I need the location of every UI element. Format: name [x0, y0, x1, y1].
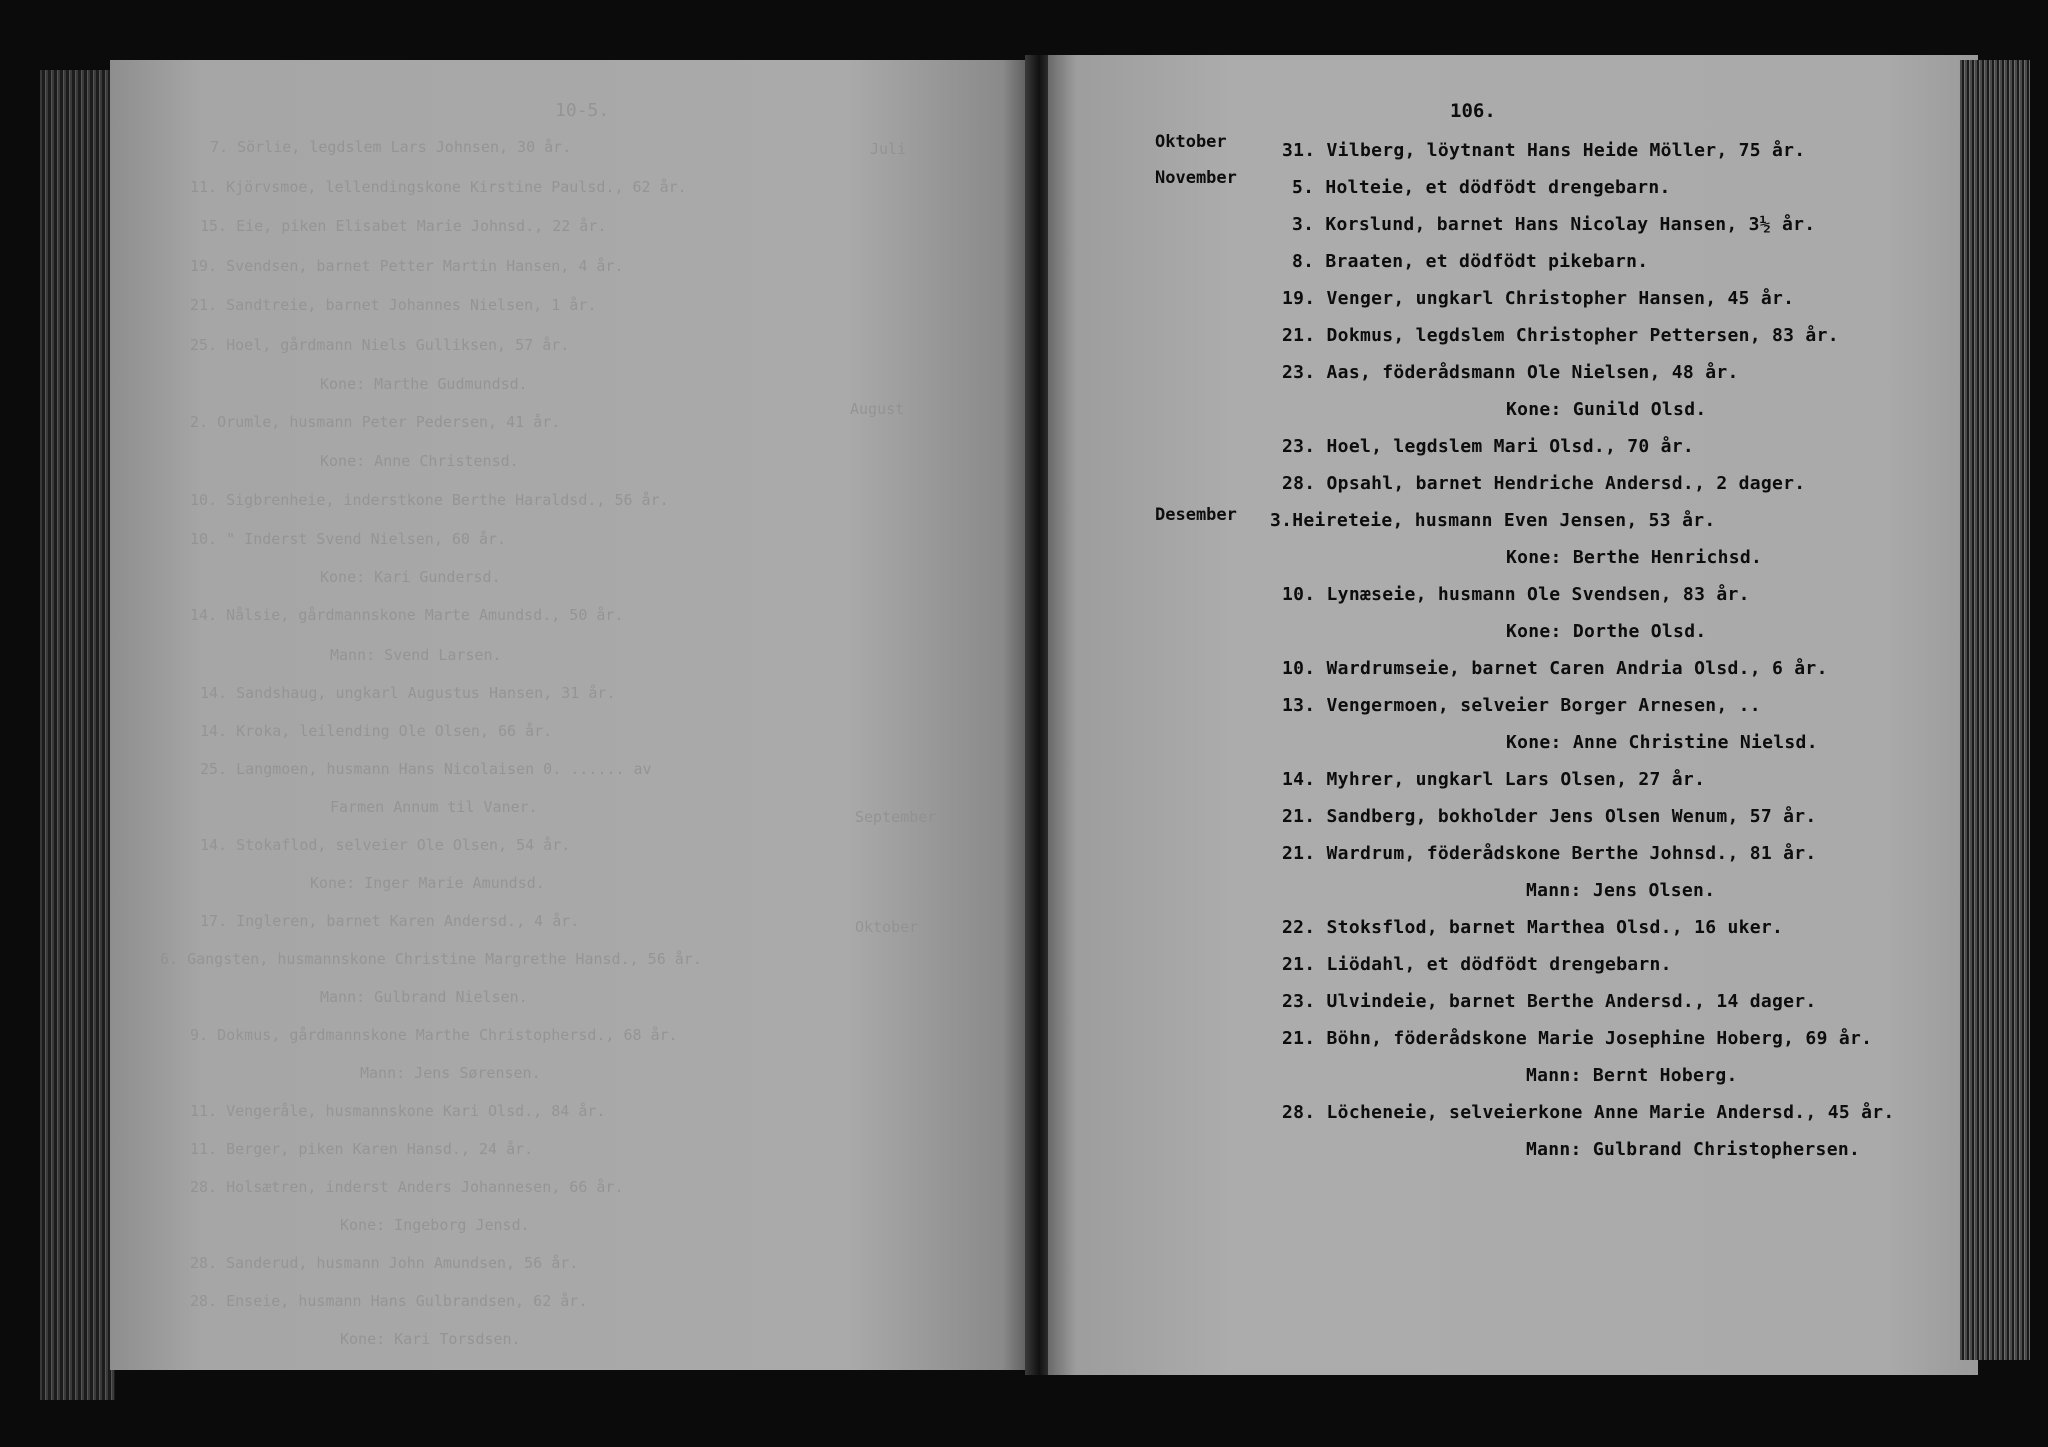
left-line: Kone: Inger Marie Amundsd.	[310, 874, 545, 892]
left-line: 7. Sörlie, legdslem Lars Johnsen, 30 år.	[210, 138, 572, 156]
register-entry: 14. Myhrer, ungkarl Lars Olsen, 27 år.	[1282, 769, 1706, 790]
register-entry: 21. Dokmus, legdslem Christopher Pettersen, 83 år.	[1282, 325, 1839, 346]
right-page-edges	[1960, 60, 2030, 1360]
left-line: 10. Sigbrenheie, inderstkone Berthe Haraldsd., 56 år.	[190, 491, 669, 509]
register-entry: 23. Ulvindeie, barnet Berthe Andersd., 14 dager.	[1282, 991, 1817, 1012]
left-line: Mann: Svend Larsen.	[330, 646, 502, 664]
left-line: 25. Langmoen, husmann Hans Nicolaisen 0. ...... av	[200, 760, 652, 778]
register-entry: 19. Venger, ungkarl Christopher Hansen, 45 år.	[1282, 288, 1795, 309]
register-entry-spouse: Mann: Bernt Hoberg.	[1526, 1065, 1738, 1086]
left-line: 10. " Inderst Svend Nielsen, 60 år.	[190, 530, 507, 548]
left-line: Kone: Marthe Gudmundsd.	[320, 375, 528, 393]
left-line: 11. Kjörvsmoe, lellendingskone Kirstine Paulsd., 62 år.	[190, 178, 687, 196]
register-entry: 5. Holteie, et dödfödt drengebarn.	[1292, 177, 1671, 198]
left-month-august: August	[850, 400, 905, 418]
register-entry: 13. Vengermoen, selveier Borger Arnesen, ..	[1282, 695, 1761, 716]
right-page-number: 106.	[1450, 100, 1496, 122]
left-line: 17. Ingleren, barnet Karen Andersd., 4 år.	[200, 912, 580, 930]
register-entry: 22. Stoksflod, barnet Marthea Olsd., 16 uker.	[1282, 917, 1784, 938]
left-line: Mann: Gulbrand Nielsen.	[320, 988, 528, 1006]
left-page-number: 10-5.	[555, 100, 610, 121]
left-month-oktober: Oktober	[855, 918, 919, 936]
left-line: 21. Sandtreie, barnet Johannes Nielsen, 1 år.	[190, 296, 597, 314]
month-desember: Desember	[1155, 505, 1237, 525]
register-entry: 8. Braaten, et dödfödt pikebarn.	[1292, 251, 1649, 272]
left-line: 14. Nålsie, gårdmannskone Marte Amundsd., 50 år.	[190, 606, 624, 624]
month-november: November	[1155, 168, 1237, 188]
register-entry-spouse: Mann: Jens Olsen.	[1526, 880, 1716, 901]
month-oktober: Oktober	[1155, 132, 1227, 152]
left-line: 14. Sandshaug, ungkarl Augustus Hansen, 31 år.	[200, 684, 616, 702]
register-entry: 3.Heireteie, husmann Even Jensen, 53 år.	[1270, 510, 1716, 531]
left-line: Kone: Anne Christensd.	[320, 452, 519, 470]
register-entry-spouse: Mann: Gulbrand Christophersen.	[1526, 1139, 1861, 1160]
register-entry: 21. Wardrum, föderådskone Berthe Johnsd., 81 år.	[1282, 843, 1817, 864]
left-line: 6. Gangsten, husmannskone Christine Margrethe Hansd., 56 år.	[160, 950, 702, 968]
left-line: 19. Svendsen, barnet Petter Martin Hansen, 4 år.	[190, 257, 624, 275]
left-line: 15. Eie, piken Elisabet Marie Johnsd., 22 år.	[200, 217, 607, 235]
left-line: 28. Enseie, husmann Hans Gulbrandsen, 62 år.	[190, 1292, 588, 1310]
left-line: Kone: Ingeborg Jensd.	[340, 1216, 530, 1234]
register-entry: 23. Aas, föderådsmann Ole Nielsen, 48 år.	[1282, 362, 1739, 383]
left-line: 14. Stokaflod, selveier Ole Olsen, 54 år.	[200, 836, 571, 854]
left-month-september: September	[855, 808, 937, 826]
left-line: 2. Orumle, husmann Peter Pedersen, 41 år.	[190, 413, 561, 431]
register-entry: 21. Sandberg, bokholder Jens Olsen Wenum, 57 år.	[1282, 806, 1817, 827]
register-entry: 10. Lynæseie, husmann Ole Svendsen, 83 år.	[1282, 584, 1750, 605]
register-entry-spouse: Kone: Gunild Olsd.	[1506, 399, 1707, 420]
register-entry-spouse: Kone: Anne Christine Nielsd.	[1506, 732, 1818, 753]
register-entry-spouse: Kone: Berthe Henrichsd.	[1506, 547, 1763, 568]
left-line: Kone: Kari Gundersd.	[320, 568, 501, 586]
register-entry: 10. Wardrumseie, barnet Caren Andria Olsd., 6 år.	[1282, 658, 1828, 679]
left-line: 9. Dokmus, gårdmannskone Marthe Christophersd., 68 år.	[190, 1026, 678, 1044]
left-line: 25. Hoel, gårdmann Niels Gulliksen, 57 år.	[190, 336, 570, 354]
left-line: Mann: Jens Sørensen.	[360, 1064, 541, 1082]
left-month-juli: Juli	[870, 140, 907, 158]
left-page-edges	[40, 70, 115, 1400]
register-entry: 23. Hoel, legdslem Mari Olsd., 70 år.	[1282, 436, 1695, 457]
register-entry: 28. Opsahl, barnet Hendriche Andersd., 2 dager.	[1282, 473, 1806, 494]
left-line: Farmen Annum til Vaner.	[330, 798, 538, 816]
register-entry-spouse: Kone: Dorthe Olsd.	[1506, 621, 1707, 642]
left-line: 28. Holsætren, inderst Anders Johannesen, 66 år.	[190, 1178, 624, 1196]
register-entry: 3. Korslund, barnet Hans Nicolay Hansen, 3½ år.	[1292, 214, 1816, 235]
left-line: Kone: Kari Torsdsen.	[340, 1330, 521, 1348]
left-line: 14. Kroka, leilending Ole Olsen, 66 år.	[200, 722, 553, 740]
left-line: 11. Vengeråle, husmannskone Kari Olsd., 84 år.	[190, 1102, 606, 1120]
register-entry: 28. Löcheneie, selveierkone Anne Marie Andersd., 45 år.	[1282, 1102, 1895, 1123]
left-line: 28. Sanderud, husmann John Amundsen, 56 år.	[190, 1254, 579, 1272]
register-entry: 21. Liödahl, et dödfödt drengebarn.	[1282, 954, 1672, 975]
register-entry: 21. Böhn, föderådskone Marie Josephine Hoberg, 69 år.	[1282, 1028, 1873, 1049]
left-line: 11. Berger, piken Karen Hansd., 24 år.	[190, 1140, 534, 1158]
register-entry: 31. Vilberg, löytnant Hans Heide Möller, 75 år.	[1282, 140, 1806, 161]
